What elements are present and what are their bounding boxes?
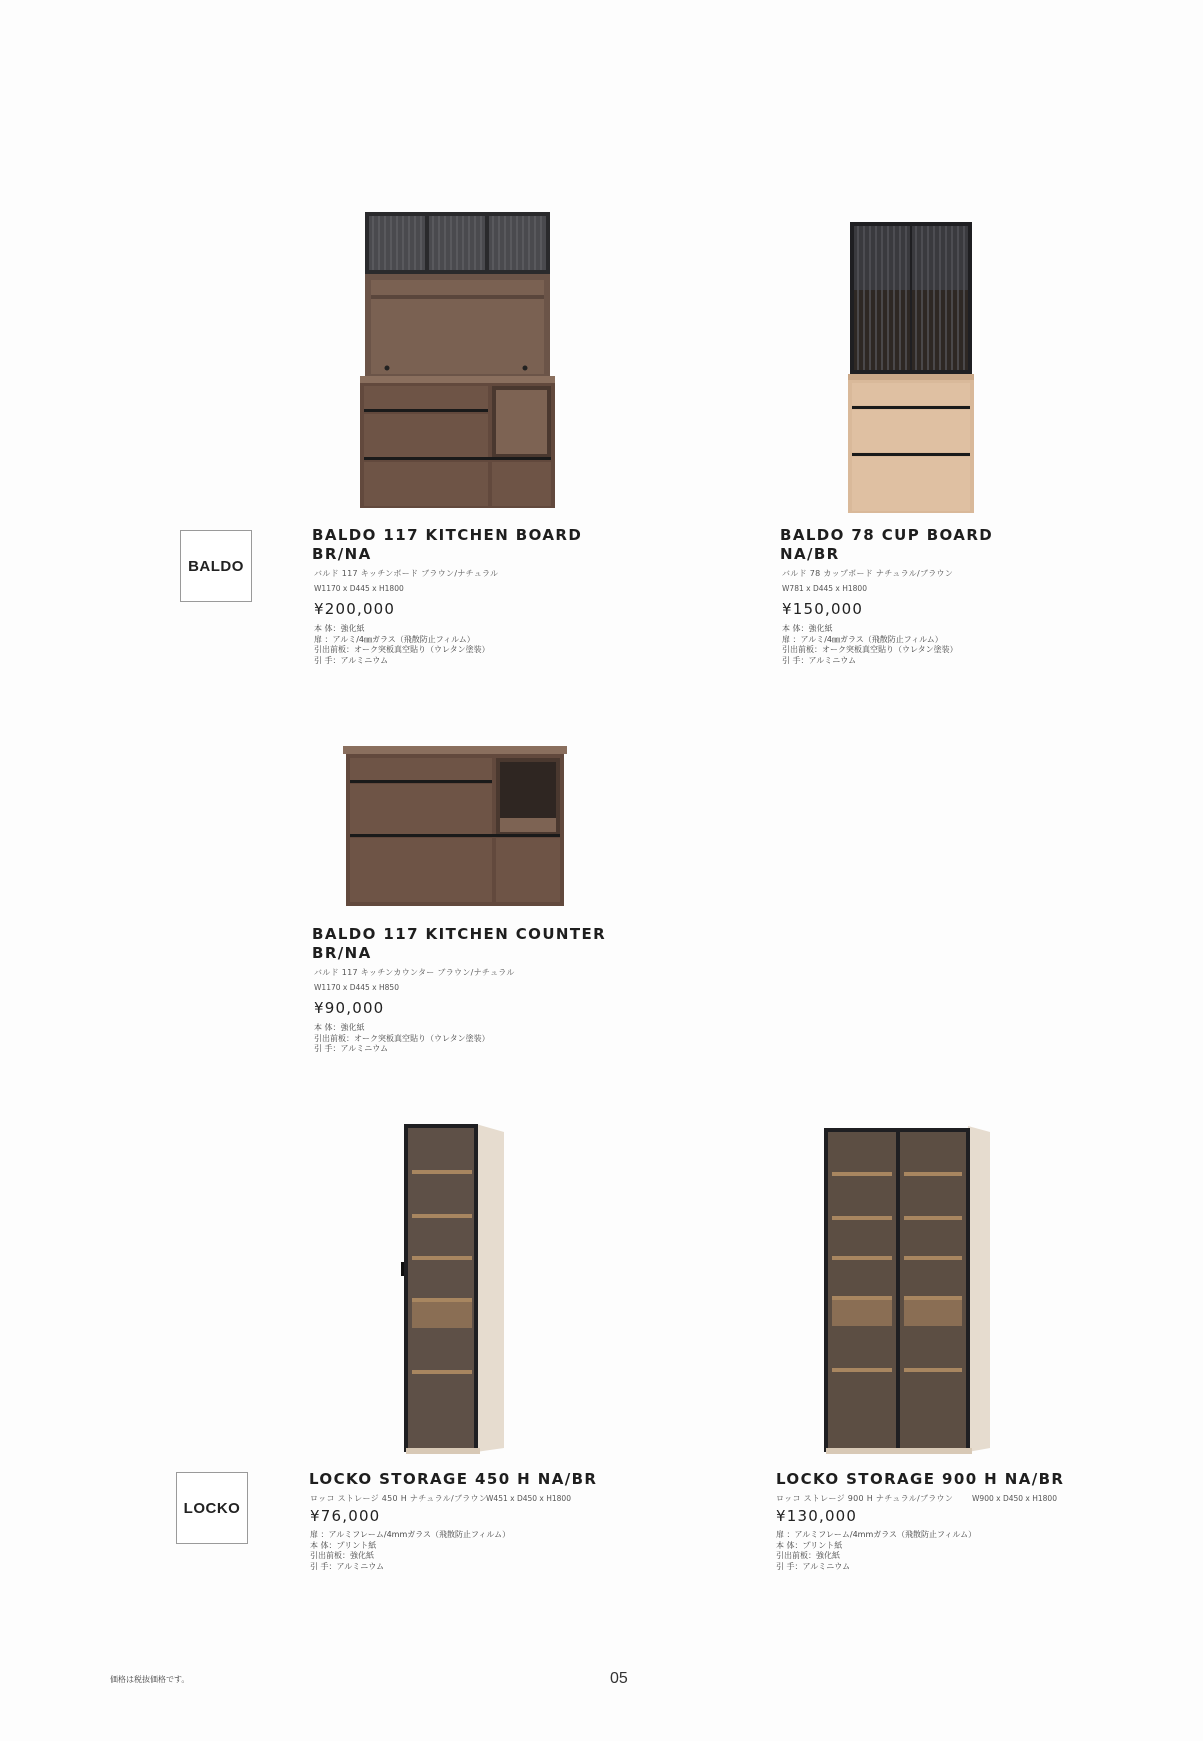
spec-line: 本 体：プリント紙	[310, 1540, 377, 1550]
storage-450-subtitle: ロッコ ストレージ 450 H ナチュラル/ブラウン	[310, 1494, 488, 1503]
kitchen-counter-title	[312, 925, 606, 963]
cup-board-specs	[782, 624, 958, 666]
cup-board-title-line1: BALDO 78 CUP BOARD	[780, 526, 994, 544]
kitchen-counter-image	[342, 746, 568, 908]
cup-board-subtitle: バルド 78 カップボード ナチュラル/ブラウン	[782, 569, 954, 578]
kitchen-counter-dimensions: W1170 x D445 x H850	[314, 983, 399, 992]
spec-line: 引 手：アルミニウム	[310, 1561, 385, 1571]
spec-line: 引出前板：強化紙	[310, 1551, 374, 1560]
cup-board-dimensions: W781 x D445 x H1800	[782, 584, 867, 593]
spec-line: 引 手：アルミニウム	[782, 655, 857, 665]
kitchen-board-title-line1: BALDO 117 KITCHEN BOARD	[312, 526, 583, 544]
cup-board-price: ¥150,000	[782, 600, 864, 618]
spec-line: 引出前板：強化紙	[776, 1551, 840, 1560]
spec-line: 本 体：強化紙	[314, 624, 365, 633]
kitchen-counter-title-line1: BALDO 117 KITCHEN COUNTER	[312, 925, 607, 943]
brand-label-locko: LOCKO	[176, 1472, 248, 1544]
storage-450-price: ¥76,000	[310, 1507, 381, 1525]
spec-line: 扉 ：アルミフレーム/4mmガラス（飛散防止フィルム）	[776, 1530, 977, 1539]
kitchen-counter-price: ¥90,000	[314, 999, 385, 1017]
kitchen-board-specs	[314, 624, 490, 666]
cup-board-title	[780, 526, 993, 564]
storage-450-dimensions: W451 x D450 x H1800	[486, 1494, 571, 1503]
cup-board-title-line2: NA/BR	[780, 545, 840, 563]
kitchen-counter-title-line2: BR/NA	[312, 944, 372, 962]
kitchen-counter-subtitle: バルド 117 キッチンカウンター ブラウン/ナチュラル	[314, 968, 515, 977]
kitchen-board-price: ¥200,000	[314, 600, 396, 618]
spec-line: 扉 ：アルミ/4㎜ガラス（飛散防止フィルム）	[782, 634, 943, 644]
spec-line: 扉 ：アルミ/4㎜ガラス（飛散防止フィルム）	[314, 634, 475, 644]
spec-line: 扉 ：アルミフレーム/4mmガラス（飛散防止フィルム）	[310, 1530, 511, 1539]
storage-900-specs	[776, 1530, 976, 1572]
cup-board-image	[848, 220, 976, 515]
spec-line: 引 手：アルミニウム	[314, 655, 389, 665]
kitchen-board-subtitle: バルド 117 キッチンボード ブラウン/ナチュラル	[314, 569, 499, 578]
tax-footnote: 価格は税抜価格です。	[110, 1675, 190, 1684]
storage-900-price: ¥130,000	[776, 1507, 858, 1525]
spec-line: 引 手：アルミニウム	[776, 1561, 851, 1571]
spec-line: 引出前板：オーク突板真空貼り（ウレタン塗装）	[314, 1033, 490, 1043]
spec-line: 本 体：プリント紙	[776, 1540, 843, 1550]
spec-line: 引出前板：オーク突板真空貼り（ウレタン塗装）	[782, 645, 958, 654]
spec-line: 本 体：強化紙	[314, 1023, 365, 1032]
storage-450-image	[400, 1122, 506, 1454]
kitchen-board-dimensions: W1170 x D445 x H1800	[314, 584, 404, 593]
spec-line: 引出前板：オーク突板真空貼り（ウレタン塗装）	[314, 645, 490, 654]
storage-900-image	[822, 1124, 992, 1454]
kitchen-board-image	[355, 210, 555, 510]
spec-line: 引 手：アルミニウム	[314, 1044, 389, 1053]
kitchen-board-title-line2: BR/NA	[312, 545, 372, 563]
kitchen-board-title	[312, 526, 582, 564]
storage-900-dimensions: W900 x D450 x H1800	[972, 1494, 1057, 1503]
storage-900-subtitle: ロッコ ストレージ 900 H ナチュラル/ブラウン	[776, 1494, 954, 1503]
storage-450-title: LOCKO STORAGE 450 H NA/BR	[309, 1470, 598, 1488]
storage-900-title: LOCKO STORAGE 900 H NA/BR	[776, 1470, 1065, 1488]
kitchen-counter-specs	[314, 1023, 490, 1055]
page-number: 05	[610, 1670, 628, 1687]
brand-label-baldo: BALDO	[180, 530, 252, 602]
spec-line: 本 体：強化紙	[782, 624, 833, 633]
storage-450-specs	[310, 1530, 510, 1572]
